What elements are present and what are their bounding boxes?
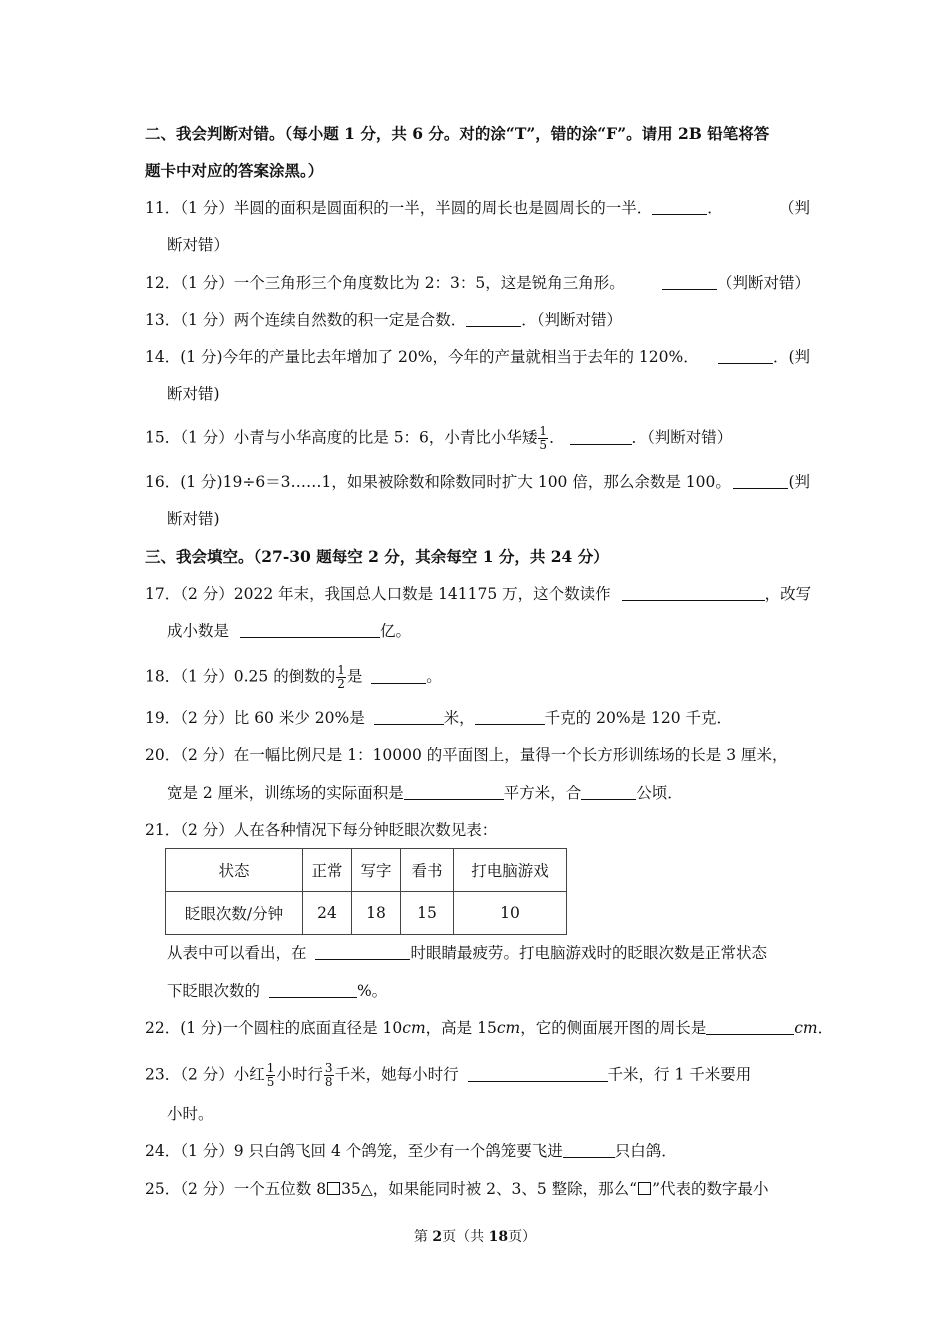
q20-mid: 平方米，合	[503, 784, 582, 802]
frac-num: 1	[337, 663, 345, 677]
section2-heading: 二、我会判断对错。（每小题 1 分，共 6 分。对的涂“T”，错的涂“F”。请用 2B 铅笔将答	[145, 124, 770, 143]
q14-cont: 断对错)	[167, 385, 220, 403]
answer-blank[interactable]	[269, 981, 357, 998]
answer-blank[interactable]	[652, 198, 707, 215]
square-box-icon	[327, 1182, 340, 1195]
question-16	[145, 471, 810, 493]
answer-blank[interactable]	[466, 310, 521, 327]
answer-blank[interactable]	[662, 273, 717, 290]
square-box-icon	[638, 1182, 651, 1195]
q22-tail-unit: cm	[794, 1019, 818, 1037]
q12-text: 12．（1 分）一个三角形三个角度数比为 2：3：5，这是锐角三角形。	[145, 274, 625, 292]
q25-mid: 35△，如果能同时被 2、3、5 整除，那么“	[341, 1180, 638, 1198]
q24-text: 24．（1 分）9 只白鸽飞回 4 个鸽笼，至少有一个鸽笼要飞进	[145, 1142, 563, 1160]
q21-after2	[167, 980, 810, 1002]
frac-num: 1	[539, 424, 548, 438]
frac-den: 2	[337, 677, 345, 691]
q23-text: 23．（2 分）小红	[145, 1065, 265, 1084]
q21-after2-text: 下眨眼次数的	[167, 982, 261, 1000]
q16-cont: 断对错)	[167, 510, 220, 528]
table-cell: 眨眼次数/分钟	[166, 892, 303, 935]
blink-rate-table	[165, 848, 567, 935]
footer-page-number: 2	[432, 1229, 443, 1245]
q17-tail: ，改写	[764, 585, 812, 603]
question-19	[145, 707, 810, 729]
q15-tail: ．（判断对错）	[631, 428, 733, 447]
frac-den: 5	[539, 438, 548, 452]
page-footer	[0, 1226, 950, 1246]
q23-tail: 千米，行 1 千米要用	[607, 1065, 752, 1084]
q17-cont-text: 成小数是	[167, 622, 230, 640]
question-14	[145, 346, 810, 368]
answer-blank[interactable]	[315, 943, 410, 960]
q20-cont	[167, 782, 810, 804]
q17-cont-tail: 亿。	[379, 622, 411, 640]
q21-after2-tail: %。	[356, 982, 388, 1000]
footer-pre: 第	[413, 1229, 433, 1245]
fraction	[538, 425, 548, 452]
answer-blank[interactable]	[475, 708, 545, 725]
table-cell: 18	[352, 892, 401, 935]
q11-cont: 断对错）	[167, 236, 230, 254]
answer-blank[interactable]	[468, 1065, 608, 1082]
q12-tail: （判断对错）	[716, 274, 810, 292]
q23-mid2: 千米，她每小时行	[334, 1065, 459, 1084]
table-header-cell: 看书	[401, 849, 454, 892]
q14-tail: ．(判	[772, 348, 810, 366]
frac-num: 1	[266, 1061, 275, 1075]
question-23	[145, 1062, 810, 1089]
q18-text: 18．（1 分）0.25 的倒数的	[145, 667, 336, 686]
q21-after1-tail: 时眼睛最疲劳。打电脑游戏时的眨眼次数是正常状态	[410, 944, 767, 962]
table-cell: 15	[401, 892, 454, 935]
table-header-cell: 写字	[352, 849, 401, 892]
q16-text: 16．(1 分)19÷6＝3……1，如果被除数和除数同时扩大 100 倍，那么余数是 100。	[145, 473, 731, 491]
q11-after: ．	[707, 199, 723, 217]
footer-total-pages: 18	[488, 1229, 509, 1245]
answer-blank[interactable]	[374, 708, 444, 725]
table-header-row	[166, 849, 567, 892]
question-20: 20．（2 分）在一幅比例尺是 1：10000 的平面图上，量得一个长方形训练场的长是 3 厘米，	[145, 746, 788, 764]
fraction	[324, 1062, 334, 1089]
q18-mid: 是	[346, 667, 363, 686]
q13-text: 13．（1 分）两个连续自然数的积一定是合数．	[145, 311, 467, 329]
table-header-cell: 打电脑游戏	[454, 849, 567, 892]
q22-mid2: ，它的侧面展开图的周长是	[520, 1019, 707, 1037]
frac-num: 3	[324, 1061, 333, 1075]
q21-after1	[167, 942, 810, 964]
answer-blank[interactable]	[622, 584, 765, 601]
table-row	[166, 892, 567, 935]
q23-mid: 小时行	[276, 1065, 323, 1084]
q19-text: 19．（2 分）比 60 米少 20%是	[145, 709, 365, 727]
question-13	[145, 309, 810, 331]
q24-tail: 只白鸽．	[614, 1142, 677, 1160]
frac-den: 5	[266, 1075, 275, 1089]
q13-tail: ．（判断对错）	[521, 311, 623, 329]
q16-tail: (判	[788, 473, 810, 491]
q23-cont: 小时。	[167, 1105, 214, 1123]
footer-mid: 页（共	[442, 1229, 489, 1245]
q25-text: 25．（2 分）一个五位数 8	[145, 1180, 327, 1198]
question-22	[145, 1017, 834, 1039]
question-18	[145, 664, 810, 691]
q22-mid: ，高是 15	[425, 1019, 497, 1037]
table-cell: 10	[454, 892, 567, 935]
q22-text: 22．(1 分)一个圆柱的底面直径是 10	[145, 1019, 403, 1037]
answer-blank[interactable]	[733, 472, 788, 489]
question-17	[145, 583, 810, 605]
q15-text: 15．（1 分）小青与小华高度的比是 5：6，小青比小华矮	[145, 428, 538, 447]
q17-text: 17．（2 分）2022 年末，我国总人口数是 141175 万，这个数读作	[145, 585, 611, 603]
question-15	[145, 425, 810, 452]
answer-blank[interactable]	[404, 783, 504, 800]
footer-post: 页）	[508, 1229, 537, 1245]
table-header-cell: 正常	[303, 849, 352, 892]
q25-tail: ”代表的数字最小	[652, 1180, 769, 1198]
fraction	[336, 664, 346, 691]
q17-cont	[167, 620, 810, 642]
q21-after1-text: 从表中可以看出，在	[167, 944, 307, 962]
q14-text: 14．(1 分)今年的产量比去年增加了 20%，今年的产量就相当于去年的 120%．	[145, 348, 699, 366]
q20-tail: 公顷．	[636, 784, 683, 802]
question-25	[145, 1178, 810, 1200]
frac-den: 8	[324, 1075, 333, 1089]
q19-tail: 千克的 20%是 120 千克．	[544, 709, 732, 727]
answer-blank[interactable]	[570, 428, 632, 445]
q22-tail: ．	[817, 1019, 834, 1037]
table-cell: 24	[303, 892, 352, 935]
question-11	[145, 197, 810, 219]
answer-blank[interactable]	[563, 1141, 615, 1158]
q11-tail: （判	[778, 199, 810, 217]
question-12	[145, 272, 810, 294]
q15-after: ．	[549, 428, 565, 447]
q18-tail: 。	[426, 667, 442, 686]
section3-heading: 三、我会填空。（27-30 题每空 2 分，其余每空 1 分，共 24 分）	[145, 547, 609, 566]
answer-blank[interactable]	[718, 347, 773, 364]
q22-unit: cm	[496, 1019, 521, 1037]
question-21: 21．（2 分）人在各种情况下每分钟眨眼次数见表：	[145, 821, 498, 839]
answer-blank[interactable]	[371, 667, 426, 684]
answer-blank[interactable]	[706, 1018, 794, 1035]
q22-unit: cm	[402, 1019, 426, 1037]
table-header-cell: 状态	[166, 849, 303, 892]
question-24	[145, 1140, 810, 1162]
fraction	[266, 1062, 276, 1089]
answer-blank[interactable]	[240, 621, 380, 638]
q11-text: 11．（1 分）半圆的面积是圆面积的一半，半圆的周长也是圆周长的一半．	[145, 199, 653, 217]
answer-blank[interactable]	[581, 783, 636, 800]
q19-mid: 米，	[443, 709, 475, 727]
section2-heading-cont: 题卡中对应的答案涂黑。）	[145, 161, 324, 180]
q20-cont-text: 宽是 2 厘米，训练场的实际面积是	[167, 784, 404, 802]
